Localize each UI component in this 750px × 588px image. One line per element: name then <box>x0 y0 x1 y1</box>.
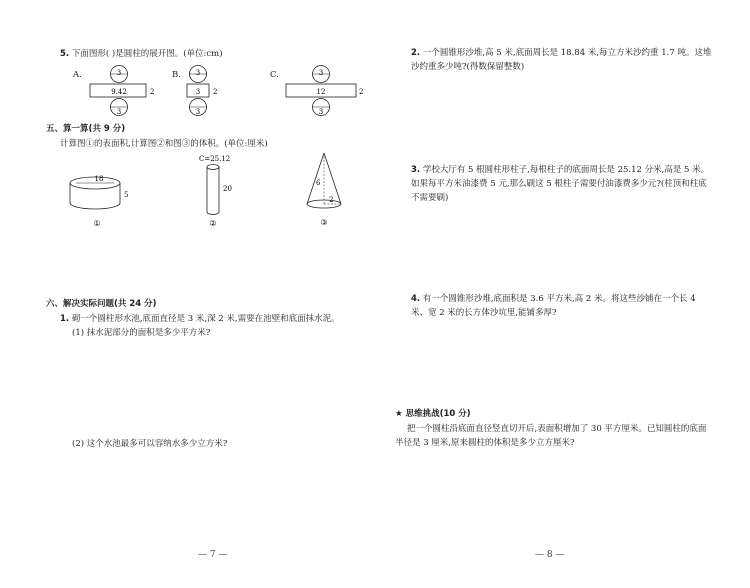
radius-label: 2 <box>329 196 334 204</box>
page-number: — 7 — <box>198 550 228 560</box>
question-number: 4. <box>411 294 421 304</box>
bottom-circle-label: 3 <box>195 108 201 116</box>
rect-length-label: 12 <box>316 88 326 96</box>
rect-length-label: 9.42 <box>111 88 127 96</box>
figure-1-cylinder <box>66 170 136 232</box>
question-number: 1. <box>60 314 70 324</box>
challenge-text: 把一个圆柱沿底面直径竖直切开后,表面积增加了 30 平方厘米。已知圆柱的底面半径是 3 厘米,原来圆柱的体积是多少立方厘米? <box>395 424 707 448</box>
question-number: 5. <box>60 49 70 59</box>
figure-label: ① <box>93 219 101 228</box>
circumference-label: C=25.12 <box>199 155 231 163</box>
question-5 <box>60 47 223 61</box>
option-b-net-diagram <box>184 64 224 116</box>
question-1-part-2: (2) 这个水池最多可以容纳水多少立方米? <box>72 439 228 449</box>
height-label: 20 <box>223 185 232 193</box>
question-4 <box>411 292 714 320</box>
right-page <box>375 0 750 588</box>
top-circle-label: 3 <box>195 69 201 77</box>
diameter-label: 18 <box>94 175 104 183</box>
rect-width-label: 2 <box>359 88 364 96</box>
option-b-letter: B. <box>172 70 181 80</box>
rect-width-label: 2 <box>150 88 155 96</box>
question-3 <box>411 163 714 205</box>
question-text: 一个圆锥形沙堆,高 5 米,底面周长是 18.84 米,每立方米沙约重 1.7 吨。这堆沙约重多少吨?(得数保留整数) <box>411 48 712 72</box>
top-circle-label: 3 <box>318 69 324 77</box>
option-c-net-diagram <box>284 64 366 116</box>
rect-length-label: 3 <box>195 88 201 96</box>
section-6-title: 六、解决实际问题(共 24 分) <box>46 299 157 309</box>
section-5-title: 五、算一算(共 9 分) <box>46 124 126 134</box>
section-5-instruction: 计算图①的表面积,计算图②和图③的体积。(单位:厘米) <box>60 139 268 149</box>
question-text: 有一个圆锥形沙堆,底面积是 3.6 平方米,高 2 米。将这些沙铺在一个长 4 米、宽 2 米的长方体沙坑里,能铺多厚? <box>411 294 696 318</box>
option-a-net-diagram <box>88 64 158 116</box>
option-a-letter: A. <box>73 70 82 80</box>
challenge-title: ★ 思维挑战(10 分) <box>395 409 471 419</box>
question-text: 学校大厅有 5 根圆柱形柱子,每根柱子的底面周长是 25.12 分米,高是 5 米。如果每平方米油漆费 5 元,那么刷这 5 根柱子需要付油漆费多少元?(柱顶和柱底不需要刷) <box>411 165 710 203</box>
figure-label: ② <box>209 219 217 228</box>
top-circle-label: 3 <box>116 69 122 77</box>
figure-3-cone <box>302 150 352 232</box>
question-number: 2. <box>411 48 421 58</box>
question-2 <box>411 46 714 74</box>
bottom-circle-label: 3 <box>318 108 324 116</box>
bottom-circle-label: 3 <box>116 108 122 116</box>
question-text: 砌一个圆柱形水池,底面直径是 3 米,深 2 米,需要在池壁和底面抹水泥。 <box>71 314 340 324</box>
rect-width-label: 2 <box>213 88 218 96</box>
figure-2-cylinder <box>196 152 246 232</box>
question-1-part-1: (1) 抹水泥部分的面积是多少平方米? <box>72 328 211 338</box>
page-number: — 8 — <box>535 550 565 560</box>
question-text: 下面图形( )是圆柱的展开图。(单位:cm) <box>71 49 223 59</box>
height-label: 5 <box>124 191 129 199</box>
figure-label: ③ <box>320 218 328 227</box>
option-c-letter: C. <box>270 70 279 80</box>
height-label: 6 <box>316 179 321 187</box>
question-number: 3. <box>411 165 421 175</box>
question-1 <box>60 312 340 326</box>
